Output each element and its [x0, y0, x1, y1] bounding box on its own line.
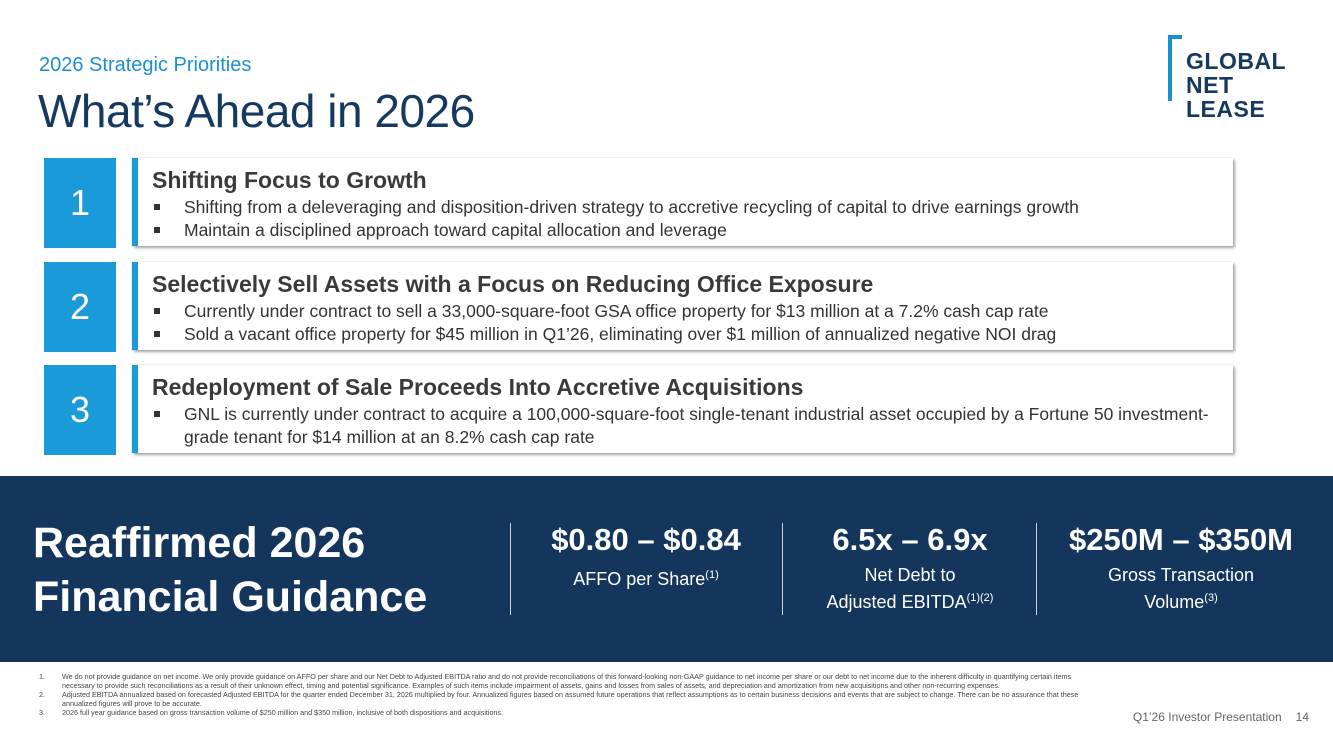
- guidance-title-line: Financial Guidance: [33, 573, 428, 621]
- priority-number: 1: [44, 158, 116, 248]
- priority-number: 3: [44, 365, 116, 455]
- footnote-ref: (1)(2): [966, 592, 994, 604]
- metric-label: [790, 564, 1030, 614]
- footnote-text: 2026 full year guidance based on gross transaction volume of $250 million and $350 million, inclusive of both dispositions and acquisitions.: [62, 708, 504, 717]
- metric-label-text: AFFO per Share: [573, 569, 706, 589]
- logo-text: [1186, 49, 1286, 121]
- metric-value: 6.5x – 6.9x: [832, 522, 988, 557]
- footnote-ref: (3): [1204, 592, 1218, 604]
- priority-title: Redeployment of Sale Proceeds Into Accretive Acquisitions: [152, 374, 804, 400]
- company-logo: [1168, 35, 1308, 125]
- bullet-item: Shifting from a deleveraging and disposition-driven strategy to accretive recycling of capital to drive earnings growth: [152, 196, 1227, 219]
- priority-row-2: [44, 262, 1229, 352]
- divider: [1036, 523, 1037, 615]
- logo-bracket: [1168, 35, 1182, 101]
- bullet-list: [152, 196, 1227, 242]
- metric-label: [1050, 564, 1312, 614]
- priority-row-3: [44, 365, 1229, 455]
- guidance-title-line: Reaffirmed 2026: [33, 519, 366, 567]
- bullet-list: [152, 403, 1227, 449]
- priority-card: [132, 365, 1233, 453]
- footnotes: [39, 672, 1089, 717]
- priority-card: [132, 262, 1233, 350]
- presentation-name: Q1’26 Investor Presentation: [1132, 710, 1282, 724]
- priority-card: [132, 158, 1233, 246]
- guidance-title: [33, 516, 493, 624]
- footnote-number: 2.: [39, 690, 45, 699]
- guidance-band: [0, 476, 1333, 662]
- bullet-item: GNL is currently under contract to acquire a 100,000-square-foot single-tenant industrial asset occupied by a Fortune 50 investment-grade tenant for $14 million at an 8.2% cash cap rate: [152, 403, 1227, 449]
- footnote-text: We do not provide guidance on net income. We only provide guidance on AFFO per share and our Net Debt to Adjusted EBITDA ratio and do not provide reconciliations of this forward-looking non-GAAP guidance to net income per share or our debt to net income due to the inherent difficulty in quantifying certain items necessary to provide such reconciliations as a result of their unknown effect, timing and potential significance. Examples of such items include impairment of assets, gains and losses from sales of assets, and depreciation and amortization from new acquisitions and other non-recurring expenses.: [62, 672, 1072, 690]
- footnote-text: Adjusted EBITDA annualized based on forecasted Adjusted EBITDA for the quarter ended December 31, 2026 multiplied by four. Annualized figures based on assumed future operations that reflect assumptions as to certain business decisions and events that are subject to change. There can be no assurance that these annualized figures will prove to be accurate.: [62, 690, 1079, 708]
- footnote: [39, 708, 1089, 717]
- priority-row-1: [44, 158, 1229, 248]
- metric-label-text: Net Debt to: [864, 565, 956, 585]
- page-number: 14: [1295, 710, 1309, 724]
- priority-title: Shifting Focus to Growth: [152, 167, 427, 193]
- priority-title: Selectively Sell Assets with a Focus on Reducing Office Exposure: [152, 271, 874, 297]
- metric-value: $250M – $350M: [1068, 522, 1294, 557]
- divider: [782, 523, 783, 615]
- metric-net-debt: [790, 522, 1030, 614]
- footer: [1133, 710, 1309, 724]
- section-kicker: 2026 Strategic Priorities: [39, 54, 252, 76]
- logo-line: LEASE: [1186, 96, 1266, 122]
- bullet-item: Currently under contract to sell a 33,000-square-foot GSA office property for $13 million at a 7.2% cash cap rate: [152, 300, 1227, 323]
- footnote-number: 1.: [39, 672, 45, 681]
- bullet-item: Sold a vacant office property for $45 million in Q1’26, eliminating over $1 million of annualized negative NOI drag: [152, 323, 1227, 346]
- footnote-number: 3.: [39, 708, 45, 717]
- bullet-list: [152, 300, 1227, 346]
- footnote: [39, 672, 1089, 690]
- metric-label: [524, 564, 768, 591]
- priority-number: 2: [44, 262, 116, 352]
- bullet-item: Maintain a disciplined approach toward capital allocation and leverage: [152, 219, 1227, 242]
- page-title: What’s Ahead in 2026: [38, 85, 475, 137]
- footnote-ref: (1): [705, 569, 719, 581]
- metric-transaction-volume: [1050, 522, 1312, 614]
- logo-line: GLOBAL: [1186, 48, 1287, 74]
- footnote: [39, 690, 1089, 708]
- divider: [510, 523, 511, 615]
- logo-line: NET: [1186, 72, 1234, 98]
- metric-label-text: Volume: [1144, 592, 1205, 612]
- metric-value: $0.80 – $0.84: [551, 522, 741, 557]
- metric-label-text: Adjusted EBITDA: [826, 592, 967, 612]
- metric-affo: [524, 522, 768, 591]
- metric-label-text: Gross Transaction: [1107, 565, 1255, 585]
